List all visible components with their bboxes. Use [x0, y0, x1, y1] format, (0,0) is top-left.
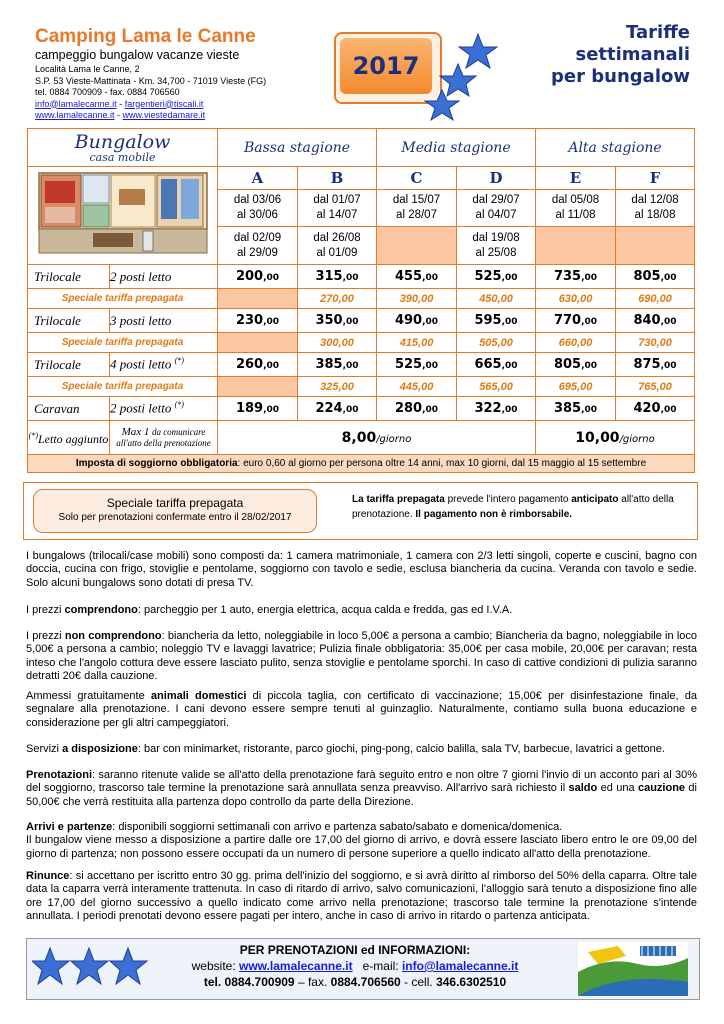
period-letter: B: [298, 167, 377, 190]
footer-web-line: website: www.lamalecanne.it e-mail: info@lamalecanne.it: [191, 959, 519, 973]
special-price: 445,00: [377, 377, 457, 397]
price-cell: 455,00: [377, 265, 457, 289]
period-letter: D: [457, 167, 536, 190]
reservations-paragraph: Prenotazioni: saranno ritenute valide se all'atto della prenotazione farà seguito entro e non oltre 7 giorni l'invio di un acconto pari al 30% del soggiorno, trascorso tale termine la prenotazione sarà annullata senza preavviso. All'arrivo sarà richiesto il saldo ed una cauzione di 50,00€ che verrà restituita alla partenza dopo controllo da parte della Direzione.: [26, 769, 697, 808]
star-icon: [110, 948, 147, 984]
price-cell: 735,00: [536, 265, 616, 289]
footer-phone-line: tel. 0884.700909 – fax. 0884.706560 - cell. 346.6302510: [203, 975, 507, 989]
special-price: 765,00: [616, 377, 695, 397]
extra-bed-high-price: 10,00/giorno: [536, 421, 695, 455]
floorplan-cell: [28, 167, 218, 265]
tariffe-line: per bungalow: [551, 66, 690, 87]
email-link-info[interactable]: info@lamalecanne.it: [35, 98, 117, 109]
prepaid-title: Speciale tariffa prepagata: [106, 496, 244, 510]
period-letter: A: [218, 167, 298, 190]
special-price: 270,00: [298, 289, 377, 309]
price-cell: 260,00: [218, 353, 298, 377]
date-range: dal 12/08 al 18/08: [616, 189, 695, 227]
unit-type: Trilocale: [28, 353, 110, 377]
description-paragraph: I bungalows (trilocali/case mobili) sono composti da: 1 camera matrimoniale, 1 camera con 2/3 letti singoli, coperte e cuscini, bagno con doccia, cucina con frigo, stoviglie e pentolame, soggiorno con tavolo e sedie, esclusa biancheria da cucina. Veranda con tavolo e sedie. Solo alcuni bungalows sono dotati di presa TV.: [26, 550, 697, 589]
star-icon: [425, 90, 459, 120]
date-range: dal 19/08 al 25/08: [457, 227, 536, 265]
arrivals-paragraph: Arrivi e partenze: disponibili soggiorni settimanali con arrivo e partenza sabato/sabato e domenica/domenica. Il bungalow viene messo a disposizione a partire dalle ore 17,00 del giorno di arrivo, e dovrà essere lasciato libero entro le ore 09,00 del giorno di partenza; non possono essere occupati da un numero di persone superiore a quello indicato all'atto della prenotazione.: [26, 821, 697, 860]
price-cell: 525,00: [377, 353, 457, 377]
price-cell: 189,00: [218, 397, 298, 421]
unit-type: Caravan: [28, 397, 110, 421]
season-high-header: Alta stagione: [536, 129, 695, 167]
tariffe-line: settimanali: [575, 44, 690, 65]
special-price: 415,00: [377, 333, 457, 353]
address-line: Località Lama le Canne, 2: [35, 64, 140, 74]
special-price: 565,00: [457, 377, 536, 397]
bungalow-subtitle: casa mobile: [89, 151, 156, 164]
address-line: S.P. 53 Vieste-Mattinata - Km. 34,700 - 71019 Vieste (FG): [35, 75, 267, 86]
special-label: Speciale tariffa prepagata: [28, 289, 218, 309]
extra-bed-low-price: 8,00/giorno: [218, 421, 536, 455]
price-cell: 665,00: [457, 353, 536, 377]
star-icon: [32, 948, 69, 984]
excluded-paragraph: I prezzi non comprendono: biancheria da letto, noleggiabile in loco 5,00€ a persona a cambio; Biancheria da bagno, noleggiabile in loco 5,00€ a persona a cambio; noleggio TV e lavaggi lavatrice; Pulizia finale obbligatoria: 35,00€ per casa mobile, 20,00€ per caravan; resta inteso che l'angolo cottura deve essere lasciato pulito, senza stoviglie e pentolame sporchi. In caso di cattive condizioni di pulizia saranno detratti 20€ dalla cauzione.: [26, 630, 698, 683]
price-cell: 525,00: [457, 265, 536, 289]
star-icon: [440, 64, 476, 96]
period-letter: F: [616, 167, 695, 190]
stars-decoration-icon: [420, 30, 500, 122]
price-cell: 280,00: [377, 397, 457, 421]
price-cell: 770,00: [536, 309, 616, 333]
date-range: dal 01/07 al 14/07: [298, 189, 377, 227]
price-cell: 230,00: [218, 309, 298, 333]
price-cell: 322,00: [457, 397, 536, 421]
date-range: dal 26/08 al 01/09: [298, 227, 377, 265]
special-label: Speciale tariffa prepagata: [28, 377, 218, 397]
special-label: Speciale tariffa prepagata: [28, 333, 218, 353]
prepaid-description: La tariffa prepagata prevede l'intero pagamento anticipato all'atto della prenotazione. Il pagamento non è rimborsabile.: [352, 494, 674, 520]
unit-beds: 2 posti letto: [110, 265, 218, 289]
price-cell: 350,00: [298, 309, 377, 333]
special-empty: [218, 377, 298, 397]
web-link-lamalecanne[interactable]: www.lamalecanne.it: [35, 110, 115, 120]
tax-note: Imposta di soggiorno obbligatoria: euro 0,60 al giorno per persona oltre 14 anni, max 10 giorni, dal 15 maggio al 15 settembre: [28, 455, 695, 473]
price-cell: 385,00: [298, 353, 377, 377]
price-cell: 805,00: [616, 265, 695, 289]
web-link-viestedamare[interactable]: www.viestedamare.it: [122, 110, 206, 120]
special-row: [28, 333, 695, 353]
special-price: 390,00: [377, 289, 457, 309]
tax-row: [28, 455, 695, 473]
prepaid-pill: [33, 489, 317, 533]
special-price: 505,00: [457, 333, 536, 353]
unit-type: Trilocale: [28, 309, 110, 333]
special-price: 730,00: [616, 333, 695, 353]
cancellation-paragraph: Rinunce: si accettano per iscritto entro 30 gg. prima dell'inizio del soggiorno, e si avrà diritto al rimborso del 50% della caparra. Oltre tale data la caparra verrà interamente trattenuta. In caso di ritardo di arrivo, salvo comunicazioni, l'alloggio sarà tenuto a disposizione fino alle ore 17,00 del giorno successivo a quello indicato come arrivo nella prenotazione; trascorso tale termine la prenotazione s'intende annullata. I periodi prenotati devono essere pagati per intero, anche in caso di arrivo in ritardo o partenza anticipata.: [26, 870, 697, 923]
footer-website-link[interactable]: www.lamalecanne.it: [239, 959, 353, 973]
address-line: tel. 0884 700909 - fax. 0884 706560: [35, 87, 180, 97]
price-cell: 385,00: [536, 397, 616, 421]
date-range: dal 29/07 al 04/07: [457, 189, 536, 227]
bungalow-title: Bungalow: [74, 131, 171, 153]
period-letter: E: [536, 167, 616, 190]
star-icon: [459, 34, 497, 68]
extra-bed-note: Max 1 da comunicare all'atto della prenotazione: [110, 421, 218, 455]
special-price: 300,00: [298, 333, 377, 353]
special-price: 450,00: [457, 289, 536, 309]
season-mid-header: Media stagione: [377, 129, 536, 167]
price-cell: 805,00: [536, 353, 616, 377]
price-cell: 875,00: [616, 353, 695, 377]
camping-subtitle: campeggio bungalow vacanze vieste: [35, 48, 240, 62]
footer-email-link[interactable]: info@lamalecanne.it: [401, 959, 519, 973]
price-cell: 840,00: [616, 309, 695, 333]
extra-bed-row: [28, 421, 695, 455]
floorplan-illustration: [33, 167, 213, 259]
price-row: [28, 353, 695, 377]
pets-paragraph: Ammessi gratuitamente animali domestici di piccola taglia, con certificato di vaccinazione; 15,00€ per disinfestazione finale, da segnalare alla prenotazione. I cani devono essere sempre tenuti al guinzaglio. Naturalmente, contiamo sulla buona educazione e considerazione per gli altri campeggiatori.: [26, 690, 698, 729]
price-row: [28, 309, 695, 333]
unit-beds: 3 posti letto: [110, 309, 218, 333]
price-row: [28, 397, 695, 421]
date-range-empty: [616, 227, 695, 265]
star-icon: [71, 948, 108, 984]
date-range: dal 05/08 al 11/08: [536, 189, 616, 227]
email-line: [35, 99, 266, 111]
separator: -: [116, 98, 125, 109]
price-cell: 224,00: [298, 397, 377, 421]
extra-bed-label: (*)Letto aggiunto: [28, 421, 110, 455]
tariffe-line: Tariffe: [626, 22, 690, 43]
unit-type: Trilocale: [28, 265, 110, 289]
tariffe-heading: [500, 22, 690, 88]
special-empty: [218, 289, 298, 309]
date-range-empty: [536, 227, 616, 265]
special-price: 660,00: [536, 333, 616, 353]
included-paragraph: I prezzi comprendono: parcheggio per 1 auto, energia elettrica, acqua calda e fredda, gas ed I.V.A.: [26, 604, 513, 616]
special-row: [28, 377, 695, 397]
season-low-header: Bassa stagione: [218, 129, 377, 167]
prepaid-subtitle: Solo per prenotazioni confermate entro il 28/02/2017: [58, 512, 292, 523]
footer-stars-icon: [32, 946, 148, 988]
price-cell: 420,00: [616, 397, 695, 421]
camping-logo-icon: [578, 942, 688, 996]
special-price: 325,00: [298, 377, 377, 397]
date-range: dal 15/07 al 28/07: [377, 189, 457, 227]
price-cell: 490,00: [377, 309, 457, 333]
price-cell: 200,00: [218, 265, 298, 289]
bungalow-header: [28, 129, 218, 167]
special-price: 630,00: [536, 289, 616, 309]
price-table: [27, 128, 695, 473]
date-range: dal 03/06 al 30/06: [218, 189, 298, 227]
services-paragraph: Servizi a disposizione: bar con minimarket, ristorante, parco giochi, ping-pong, calcio balilla, sala TV, barbecue, lavatrici a gettone.: [26, 743, 665, 755]
camping-title: Camping Lama le Canne: [35, 26, 256, 47]
price-cell: 595,00: [457, 309, 536, 333]
address-block: [35, 64, 266, 122]
footer-title: PER PRENOTAZIONI ed INFORMAZIONI:: [239, 943, 471, 957]
web-line: [35, 110, 266, 122]
year-badge: 2017: [340, 38, 432, 94]
unit-beds: 2 posti letto (*): [110, 397, 218, 421]
email-link-fargentieri[interactable]: fargentieri@tiscali.it: [124, 98, 204, 109]
unit-beds: 4 posti letto (*): [110, 353, 218, 377]
special-price: 695,00: [536, 377, 616, 397]
footer-contacts: [150, 942, 560, 990]
special-row: [28, 289, 695, 309]
date-range-empty: [377, 227, 457, 265]
price-cell: 315,00: [298, 265, 377, 289]
special-price: 690,00: [616, 289, 695, 309]
separator: -: [114, 110, 123, 120]
special-empty: [218, 333, 298, 353]
period-letter: C: [377, 167, 457, 190]
date-range: dal 02/09 al 29/09: [218, 227, 298, 265]
price-row: [28, 265, 695, 289]
